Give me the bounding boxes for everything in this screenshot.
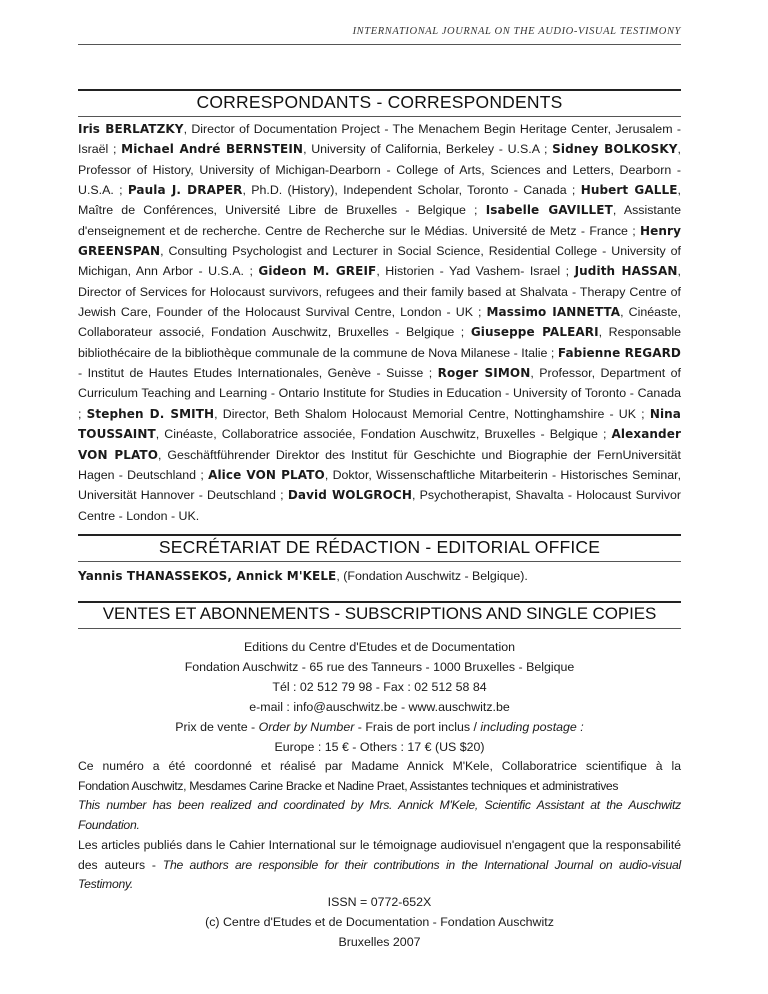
correspondent-name: Hubert GALLE (580, 183, 678, 198)
correspondent-name: Alice VON PLATO (208, 467, 325, 482)
correspondent-affiliation: , Historien - Yad Vashem- Israel ; (376, 264, 575, 279)
correspondent-affiliation: , Assistante d'enseignement et de recherche. Centre de Recherche sur le Médias. Université de Metz - France ; (78, 203, 681, 238)
coordination-fr-line1: Ce numéro a été coordonné et réalisé par Madame Annick M'Kele, Collaboratrice scientifique à la (78, 759, 681, 773)
correspondent-name: Sidney BOLKOSKY (552, 142, 678, 157)
correspondent-name: Massimo IANNETTA (486, 305, 621, 320)
correspondent-affiliation: , Responsable bibliothécaire de la bibliothèque communale de la commune de Nova Milanese - Italie ; (78, 325, 682, 360)
correspondent-affiliation: , Ph.D. (History), Independent Scholar, Toronto - Canada ; (242, 183, 581, 198)
correspondent-affiliation: , Maître de Conférences, Université Libre de Bruxelles - Belgique ; (78, 183, 681, 218)
responsibility-note (78, 836, 681, 895)
correspondent-affiliation: , Professor of History, University of Michigan-Dearborn - College of Arts, Sciences and Letters, Dearborn - U.S.A. ; (78, 142, 681, 198)
editorial-top-rule (78, 534, 681, 536)
subscriptions-title: VENTES ET ABONNEMENTS - SUBSCRIPTIONS AND SINGLE COPIES (102, 604, 657, 623)
correspondents-bottom-rule (78, 116, 681, 117)
correspondent-affiliation: - Institut de Hautes Etudes Internationales, Genève - Suisse ; (78, 366, 438, 381)
including-postage: including postage : (480, 720, 584, 735)
price-line (78, 717, 681, 737)
editor-name: Annick M'KELE (236, 569, 337, 583)
correspondent-name: Roger SIMON (437, 366, 531, 381)
correspondent-affiliation: , Cinéaste, Collaboratrice associée, Fondation Auschwitz, Bruxelles - Belgique ; (155, 427, 612, 442)
issn: ISSN = 0772-652X (327, 895, 432, 909)
postage-label: - Frais de port inclus / (354, 720, 481, 735)
correspondent-affiliation: , Psychotherapist, Shavalta - Holocaust Survivor Centre - London - UK. (78, 488, 682, 523)
correspondent-affiliation: , Director, Beth Shalom Holocaust Memorial Centre, Nottinghamshire - UK ; (214, 406, 650, 421)
phone-fax: Tél : 02 512 79 98 - Fax : 02 512 58 84 (272, 680, 487, 695)
order-by-number: Order by Number (258, 720, 355, 735)
place-year: Bruxelles 2007 (338, 935, 421, 950)
colophon (78, 892, 681, 952)
correspondent-name: Judith HASSAN (574, 264, 678, 279)
subscriptions-top-rule (78, 601, 681, 603)
coordination-note (78, 757, 681, 835)
correspondent-name: Iris BERLATZKY (78, 122, 184, 136)
editorial-title: SECRÉTARIAT DE RÉDACTION - EDITORIAL OFFICE (158, 537, 601, 557)
editor-name: Yannis THANASSEKOS (78, 569, 228, 583)
correspondent-affiliation: , Director of Services for Holocaust survivors, refugees and their family based at Shalvata - Therapy Centre of Jewish Care, Founder of the Holocaust Survival Centre, London - UK ; (78, 264, 681, 320)
correspondent-name: Fabienne REGARD (557, 345, 681, 360)
correspondent-affiliation: , University of California, Berkeley - U.S.A ; (303, 142, 553, 157)
correspondents-top-rule (78, 89, 681, 91)
correspondent-name: Michael André BERNSTEIN (121, 142, 304, 157)
subscription-info (78, 637, 681, 758)
editorial-staff (78, 566, 681, 586)
copyright: (c) Centre d'Etudes et de Documentation - Fondation Auschwitz (205, 915, 554, 930)
running-head: INTERNATIONAL JOURNAL ON THE AUDIO-VISUAL TESTIMONY (352, 26, 681, 37)
correspondent-name: Giuseppe PALEARI (470, 325, 599, 340)
prices: Europe : 15 € - Others : 17 € (US $20) (274, 740, 485, 755)
correspondents-list (78, 119, 681, 526)
editorial-bottom-rule (78, 561, 681, 562)
correspondent-name: Gideon M. GREIF (258, 264, 377, 279)
correspondent-affiliation: , Doktor, Wissenschaftliche Mitarbeiterin - Historisches Seminar, Universität Hannover - Deutschland ; (78, 467, 682, 503)
correspondent-affiliation: , Director of Documentation Project - The Menachem Begin Heritage Center, Jerusalem - Israël ; (78, 122, 681, 157)
price-label: Prix de vente - (175, 720, 259, 735)
correspondent-name: Henry GREENSPAN (78, 223, 681, 259)
correspondent-affiliation: , Consulting Psychologist and Lecturer in Social Science, Residential College - University of Michigan, Ann Arbor - U.S.A. ; (78, 244, 681, 279)
correspondent-name: Paula J. DRAPER (127, 183, 243, 198)
correspondents-title: CORRESPONDANTS - CORRESPONDENTS (196, 92, 563, 112)
editor-separator: , (227, 569, 237, 583)
correspondent-name: Alexander VON PLATO (78, 427, 681, 462)
correspondent-affiliation: , Professor, Department of Curriculum Teaching and Learning - Ontario Institute for Studies in Education - University of Toronto - Canada ; (78, 366, 682, 421)
publisher-name: Editions du Centre d'Etudes et de Documentation (244, 640, 515, 654)
email-website: e-mail : info@auschwitz.be - www.auschwitz.be (249, 700, 510, 715)
correspondent-name: Stephen D. SMITH (86, 406, 215, 421)
editorial-affiliation: , (Fondation Auschwitz - Belgique). (336, 569, 528, 583)
header-rule (78, 44, 681, 45)
correspondent-name: David WOLGROCH (287, 488, 412, 503)
correspondent-affiliation: , Geschäftführender Direktor des Institut für Geschichte und Biographie der FernUniversität Hagen - Deutschland ; (78, 447, 681, 482)
coordination-fr-line2: Fondation Auschwitz, Mesdames Carine Bracke et Nadine Praet, Assistantes techniques et administratives (78, 778, 619, 793)
subscriptions-bottom-rule (78, 628, 681, 629)
responsibility-fr: Les articles publiés dans le Cahier International sur le témoignage audiovisuel n'engagent que la responsabilité des auteurs - (78, 838, 681, 872)
responsibility-en: The authors are responsible for their contributions in the International Journal on audio-visual Testimony. (78, 857, 681, 892)
publisher-address: Fondation Auschwitz - 65 rue des Tanneurs - 1000 Bruxelles - Belgique (184, 660, 575, 675)
correspondent-name: Nina TOUSSAINT (78, 406, 682, 442)
correspondent-affiliation: , Cinéaste, Collaborateur associé, Fondation Auschwitz, Bruxelles - Belgique ; (78, 305, 681, 340)
coordination-en: This number has been realized and coordinated by Mrs. Annick M'Kele, Scientific Assistant at the Auschwitz Foundation. (78, 798, 681, 832)
correspondent-name: Isabelle GAVILLET (485, 203, 613, 218)
